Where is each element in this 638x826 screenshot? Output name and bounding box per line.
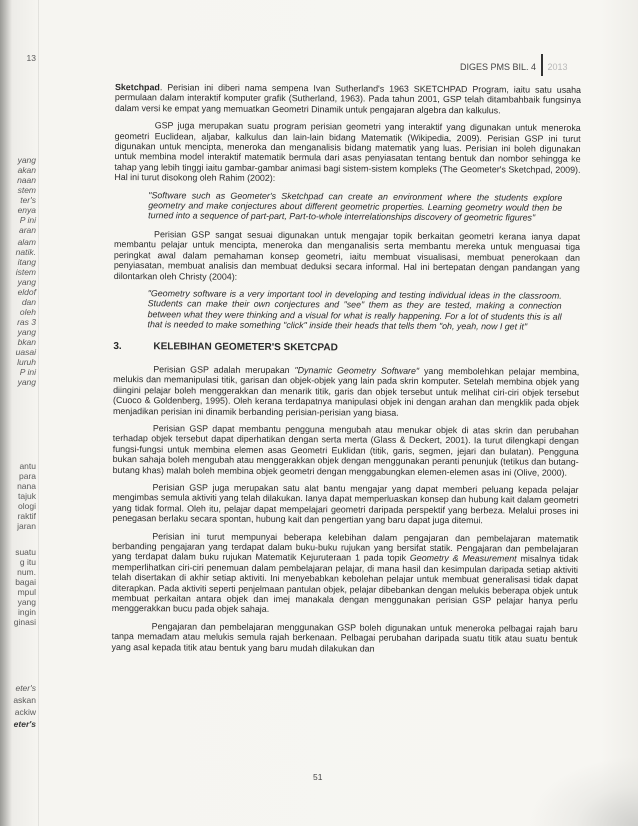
paragraph-3 (114, 229, 580, 284)
bleed-fragment: enya (17, 205, 36, 215)
bleed-fragment: oleh (19, 307, 36, 317)
bleed-fragment: yang (17, 327, 36, 337)
bleed-fragment: jaran (17, 521, 36, 531)
paragraph-6-text: Perisian GSP juga merupakan satu alat bantu mengajar yang dapat memberi peluang kepada pelajar mengimbas semula aktiviti yang telah dilakukan. Ianya dapat memperluaskan konsep dan hubung kait dalam geometri yang tidak formal. Oleh itu, pelajar dapat mempelajari geometri daripada perspektif yang berbeza. Melalui proses ini penegasan berlaku secara spontan, hubung kait dan pengertian yang baru dapat juga ditemui. (112, 482, 579, 526)
bleed-fragment: itang (17, 257, 36, 267)
bleed-fragment: para (18, 471, 36, 481)
header-divider (541, 54, 543, 76)
paragraph-6 (112, 482, 578, 526)
paragraph-1-text: . Perisian ini diberi nama sempena Ivan Sutherland's 1963 SKETCHPAD Program, iaitu satu usaha permulaan dalam interaktif komputer grafik (Sutherland, 1963). Pada tahun 2001, GSP telah ditambahbaik fungsinya dalam versi ke empat yang memuatkan Geometri Dinamik untuk pengajaran algebra dan kalkulus. (114, 82, 581, 116)
running-header (460, 56, 568, 78)
journal-title: DIGES PMS BIL. 4 (460, 62, 537, 72)
paragraph-4-text-b: yang membolehkan pelajar membina, melukis dan memanipulasi titik, garisan dan objek-objek yang lain pada skrin komputer. Setelah membina objek yang diingini pelajar boleh menggerakkan dan menarik titik, garis dan objek tersebut untuk melihat ciri-ciri objek tersebut (Cuoco & Goldenberg, 1995). Oleh kerana terdapatnya manipulasi objek ini dengan arahan dan mengklik pada objek menjadikan perisian ini dinamik berbanding perisian-perisian yang biasa. (112, 365, 580, 418)
section-heading (113, 342, 579, 355)
paragraph-7-text-b: misalnya tidak memperlihatkan ciri-ciri penemuan dalam pembelajaran pelajar, di mana hasil dan kesimpulan daripada setiap aktiviti telah disertakan di akhir setiap aktiviti. Ini menyebabkan kebolehan pelajar untuk membuat generalisasi tidak dapat diterapkan. Pada aktiviti seperti penjelmaan pantulan objek, pelajar dibebankan dengan melukis beberapa objek untuk membuat perkaitan antara objek dan imej manakala dengan menggunakan perisian GSP pelajar hanya perlu menggerakkan bucu pada objek sahaja. (111, 553, 579, 615)
bleed-fragment: stem (17, 185, 36, 195)
bleed-fragment: g itu (19, 557, 36, 567)
bleed-fragment: num. (17, 567, 36, 577)
bleed-fragment: ter's (20, 195, 36, 205)
paragraph-2 (114, 120, 580, 185)
bleed-fragment: bkan (17, 337, 36, 347)
bleed-fragment: yang (17, 597, 36, 607)
article-body (111, 82, 581, 662)
bleed-fragment: luruh (17, 357, 36, 367)
bleed-fragment: 13 (26, 53, 36, 63)
bleed-fragment: eter's (13, 719, 36, 729)
geometry-measurement-term: Geometry & Measurement (409, 553, 517, 564)
bleed-fragment: ingin (18, 607, 36, 617)
bleed-fragment: uasai (15, 347, 36, 357)
quote-rahim: "Software such as Geometer's Sketchpad can create an environment where the students explore geometry and make conjectures about different geometric properties. Learning geometry would then be turned into a sequence of part-part, Part-to-whole interrelationships discovery of geometric figures" (148, 189, 563, 224)
bleed-fragment: akan (17, 165, 36, 175)
quote-christy: "Geometry software is a very important tool in developing and testing individual ideas in the classroom. Students can make their own conjectures and "see" them as they are tested, making a connection between what they were thinking and a visual for what is really happening. For a lot of students this is all that is needed to make something "click" inside their heads that tells them "oh, yeah, now I get it" (147, 288, 562, 332)
bleed-fragment: natik. (15, 247, 36, 257)
paragraph-3-text: Perisian GSP sangat sesuai digunakan untuk mengajar topik berkaitan geometri kerana ianya dapat membantu pelajar untuk mencipta, meneroka dan menganalisis serta membantu mereka untuk menguasai tiga peringkat awal dalam pemahaman konsep geometri, iaitu membuat visualisasi, membuat penerokaan dan penyiasatan, membuat analisis dan membuat deduksi secara informal. Hal ini bertepatan dengan pandangan yang dilontarkan oleh Christy (2004): (113, 229, 581, 282)
paragraph-5 (113, 423, 579, 478)
bleed-fragment: tajuk (18, 491, 36, 501)
paragraph-7-text-a: Perisian ini turut mempunyai beberapa kelebihan dalam pengajaran dan pembelajaran matematik berbanding pengajaran yang terdapat dalam buku-buku rujukan yang bersifat statik. Pengajaran dan pembelajaran yang terdapat dalam buku rujukan Matematik Kejuruteraan 1 pada topik (112, 530, 579, 564)
bleed-fragment: naan (17, 175, 36, 185)
bleed-fragment: yang (17, 377, 36, 387)
bleed-fragment: ologi (18, 501, 36, 511)
bleed-fragment: ras 3 (17, 317, 36, 327)
journal-year: 2013 (547, 62, 568, 72)
bleed-fragment: bagai (15, 577, 36, 587)
bleed-fragment: alam (17, 237, 36, 247)
paragraph-7 (112, 531, 578, 617)
page-edge-line (38, 0, 39, 826)
bleed-fragment: yang (17, 277, 36, 287)
paragraph-5-text: Perisian GSP dapat membantu pengguna mengubah atau menukar objek di atas skrin dan perubahan terhadap objek tersebut dapat diperhatikan dengan serta merta (Glass & Deckert, 2001). Ia turut dilengkapi dengan fungsi-fungsi untuk membina elemen asas Geometri Euklidan (titik, garis, segmen, jejari dan bulatan). Pengguna bukan sahaja boleh mengubah atau menggerakkan objek dengan menggunakan peranti penunjuk (tetikus dan butang-butang khas) malah boleh membina objek geometri dengan menggabungkan elemen-elemen asas ini (Olive, 2000). (112, 423, 579, 478)
page-number: 51 (313, 772, 323, 782)
paragraph-1 (115, 82, 581, 116)
bleed-fragment: eldof (17, 287, 36, 297)
bleed-fragment: P ini (19, 215, 36, 225)
dynamic-geometry-term: "Dynamic Geometry Software" (294, 365, 420, 376)
bleed-fragment: mpul (17, 587, 36, 597)
paragraph-8-text: Pengajaran dan pembelajaran menggunakan GSP boleh digunakan untuk meneroka pelbagai rajah baru tanpa memadam atau melukis semula rajah berkenaan. Pelbagai perubahan daripada suatu titik atau suatu bentuk yang asal kepada titik atau bentuk yang baru mudah dilakukan dan (111, 621, 578, 654)
section-number: 3. (113, 340, 122, 352)
paragraph-8 (112, 621, 578, 655)
bleed-fragment: eter's (15, 683, 36, 693)
paragraph-2-text: GSP juga merupakan suatu program perisian geometri yang interaktif yang digunakan untuk meneroka geometri Euclidean, aljabar, kalkulus dan lain-lain bidang Matematik (Wikipedia, 2009). Perisian GSP ini turut digunakan untuk mencipta, meneroka dan menganalisis bidang matematik yang luas. Perisian ini boleh digunakan untuk membina model interaktif matematik bermula dari asas penyiasatan tentang bentuk dan nombor sehingga ke tahap yang lebih tinggi iaitu gambar-gambar animasi bagi sistem-sistem kompleks (The Geometer's Sketchpad, 2009). Hal ini turut disokong oleh Rahim (2002): (114, 120, 581, 184)
facing-page-bleed (2, 0, 38, 826)
bleed-fragment: nana (17, 481, 36, 491)
bleed-fragment: ackiw (14, 707, 36, 717)
bleed-fragment: ginasi (13, 617, 36, 627)
section-title: KELEBIHAN GEOMETER'S SKETCPAD (153, 340, 338, 353)
sketchpad-term: Sketchpad (114, 82, 160, 93)
bleed-fragment: P ini (19, 367, 36, 377)
page-corner-shadow (528, 756, 638, 826)
bleed-fragment: raktif (17, 511, 36, 521)
bleed-fragment: antu (19, 461, 36, 471)
bleed-fragment: suatu (15, 547, 36, 557)
bleed-fragment: aran (18, 225, 36, 235)
bleed-fragment: dan (21, 297, 36, 307)
paragraph-4 (113, 364, 579, 419)
paragraph-4-text-a: Perisian GSP adalah merupakan (153, 364, 295, 376)
bleed-fragment: askan (13, 695, 36, 705)
bleed-fragment: yang (17, 155, 36, 165)
bleed-fragment: istem (15, 267, 36, 277)
